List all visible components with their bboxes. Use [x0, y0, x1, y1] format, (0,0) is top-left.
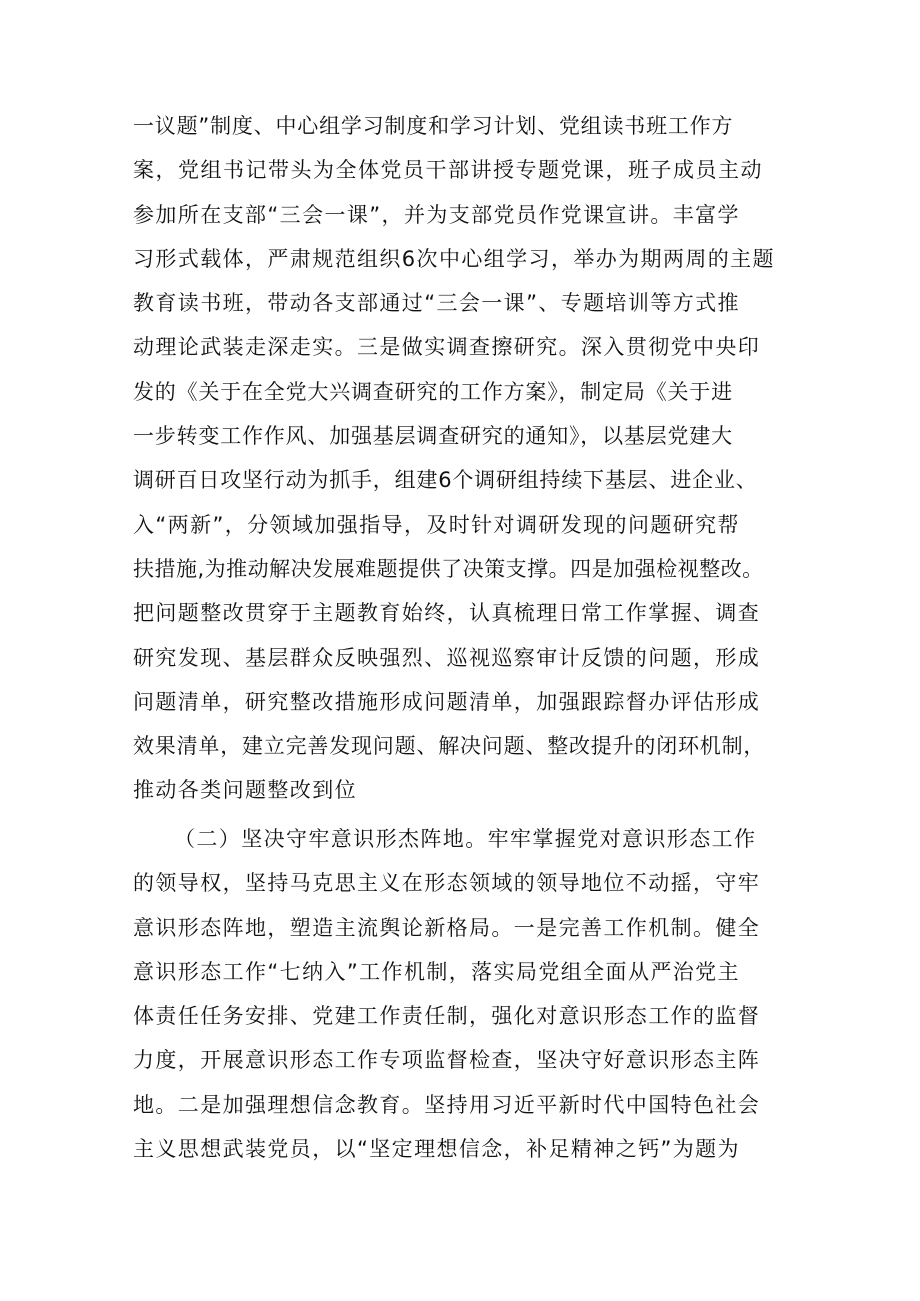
text-line: 的领导权，坚持马克思主义在形态领域的领导地位不动摇，守牢: [133, 871, 761, 896]
text-line: 案，党组书记带头为全体党员干部讲授专题党课，班子成员主动: [133, 158, 763, 183]
text-line: 意识形态工作“七纳入”工作机制，落实局党组全面从严治党主: [133, 959, 740, 984]
text-line: 地。二是加强理想信念教育。坚持用习近平新时代中国特色社会: [133, 1092, 761, 1117]
text-line: 参加所在支部“三会一课”，并为支部党员作党课宣讲。丰富学: [133, 202, 740, 227]
text-line: （二）坚决守牢意识形杰阵地。牢牢掌握党对意识形态工作: [174, 827, 757, 851]
text-line: 一步转变工作作风、加强基层调查研究的通知》，以基层党建大: [133, 424, 733, 449]
text-line: 研究发现、基层群众反映强烈、巡视巡察审计反馈的问题，形成: [133, 645, 761, 670]
text-line: 主义思想武装党员，以“坚定理想信念，补足精神之钙”为题为: [133, 1137, 740, 1162]
text-line: 把问题整改贯穿于主题教育始终，认真梳理日常工作掌握、调查: [133, 601, 761, 626]
text-line: 教育读书班，带动各支部通过“三会一课”、专题培训等方式推: [133, 291, 740, 316]
text-line: 习形式载体，严肃规范组织6次中心组学习，举办为期两周的主题: [133, 246, 775, 271]
text-line: 发的《关于在全党大兴调查研究的工作方案》，制定局《关于进: [133, 379, 733, 404]
text-line: 意识形态阵地，塑造主流舆论新格局。一是完善工作机制。健全: [133, 915, 761, 940]
text-line: 一议题”制度、中心组学习制度和学习计划、党组读书班工作方: [133, 114, 734, 138]
paragraph-1: [133, 104, 793, 813]
text-line: 动理论武装走深走实。三是做实调查擦研究。深入贯彻党中央印: [133, 335, 761, 360]
text-line: 调研百日攻坚行动为抓手，组建6个调研组持续下基层、进企业、: [133, 468, 758, 493]
text-line: 推动各类问题整改到位: [133, 778, 357, 803]
text-line: 效果清单，建立完善发现问题、解决问题、整改提升的闭环机制，: [133, 734, 766, 759]
text-line: 体责任任务安排、党建工作责任制，强化对意识形态工作的监督: [133, 1004, 761, 1029]
text-line: 力度，开展意识形态工作专项监督检查，坚决守好意识形态主阵: [133, 1048, 761, 1073]
text-line: 问题清单，研究整改措施形成问题清单，加强跟踪督办评估形成: [133, 689, 761, 714]
text-line: 扶措施,为推动解决发展难题提供了决策支撑。四是加强检视整改。: [133, 556, 764, 581]
paragraph-2: [133, 817, 793, 1171]
text-line: 入“两新”，分领域加强指导，及时针对调研发现的问题研究帮: [133, 512, 740, 537]
